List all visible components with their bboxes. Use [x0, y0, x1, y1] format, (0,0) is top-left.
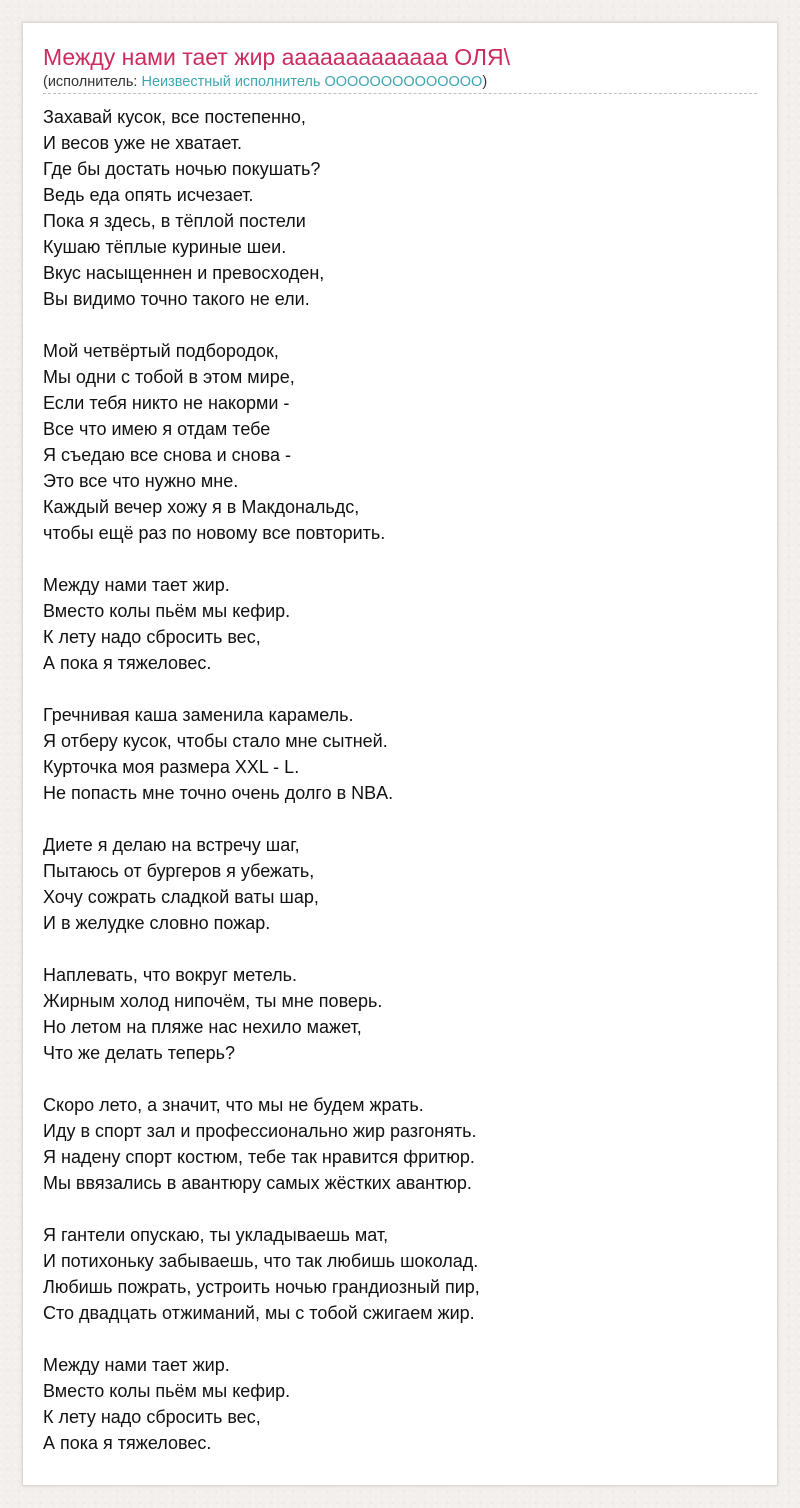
lyrics-line: Каждый вечер хожу я в Макдональдс, [43, 497, 360, 517]
lyrics-stanza [43, 1352, 480, 1456]
lyrics-line: Мы ввязались в авантюру самых жёстких авантюр. [43, 1173, 472, 1193]
lyrics-line: Вы видимо точно такого не ели. [43, 289, 310, 309]
lyrics-stanza [43, 338, 480, 546]
lyrics-line: Но летом на пляже нас нехило мажет, [43, 1017, 362, 1037]
lyrics-line: К лету надо сбросить вес, [43, 1407, 261, 1427]
lyrics-line: Курточка моя размера XXL - L. [43, 757, 300, 777]
lyrics-line: Наплевать, что вокруг метель. [43, 965, 298, 985]
lyrics-card [22, 22, 778, 1486]
lyrics-line: И потихоньку забываешь, что так любишь шоколад. [43, 1251, 479, 1271]
lyrics-line: Пытаюсь от бургеров я убежать, [43, 861, 315, 881]
lyrics-line: И весов уже не хватает. [43, 133, 242, 153]
lyrics-line: К лету надо сбросить вес, [43, 627, 261, 647]
lyrics-stanza [43, 104, 480, 312]
lyrics-line: Вместо колы пьём мы кефир. [43, 601, 291, 621]
lyrics-stanza [43, 832, 480, 936]
lyrics-line: Это все что нужно мне. [43, 471, 239, 491]
lyrics-line: Не попасть мне точно очень долго в NBA. [43, 783, 394, 803]
lyrics-line: Между нами тает жир. [43, 1355, 230, 1375]
lyrics-body [43, 104, 480, 1456]
lyrics-line: Мы одни с тобой в этом мире, [43, 367, 295, 387]
lyrics-line: Я надену спорт костюм, тебе так нравится фритюр. [43, 1147, 475, 1167]
lyrics-line: Я гантели опускаю, ты укладываешь мат, [43, 1225, 389, 1245]
artist-suffix: ) [482, 74, 488, 90]
lyrics-line: Между нами тает жир. [43, 575, 230, 595]
lyrics-line: А пока я тяжеловес. [43, 653, 212, 673]
lyrics-line: Захавай кусок, все постепенно, [43, 107, 306, 127]
lyrics-line: Я отберу кусок, чтобы стало мне сытней. [43, 731, 388, 751]
lyrics-stanza [43, 1222, 480, 1326]
lyrics-line: Вкус насыщеннен и превосходен, [43, 263, 325, 283]
lyrics-line: И в желудке словно пожар. [43, 913, 271, 933]
lyrics-line: Вместо колы пьём мы кефир. [43, 1381, 291, 1401]
lyrics-line: Иду в спорт зал и профессионально жир разгонять. [43, 1121, 477, 1141]
lyrics-stanza [43, 702, 480, 806]
artist-line [43, 73, 487, 91]
lyrics-line: Где бы достать ночью покушать? [43, 159, 321, 179]
lyrics-line: Пока я здесь, в тёплой постели [43, 211, 306, 231]
lyrics-line: Я съедаю все снова и снова - [43, 445, 291, 465]
lyrics-stanza [43, 1092, 480, 1196]
lyrics-line: Скоро лето, а значит, что мы не будем жрать. [43, 1095, 424, 1115]
lyrics-line: Сто двадцать отжиманий, мы с тобой сжигаем жир. [43, 1303, 475, 1323]
lyrics-line: чтобы ещё раз по новому все повторить. [43, 523, 386, 543]
artist-prefix: (исполнитель: [43, 74, 142, 90]
lyrics-line: Кушаю тёплые куриные шеи. [43, 237, 287, 257]
lyrics-line: Диете я делаю на встречу шаг, [43, 835, 300, 855]
lyrics-line: А пока я тяжеловес. [43, 1433, 212, 1453]
artist-link[interactable]: Неизвестный исполнитель ОООООООООООООО [141, 74, 483, 90]
lyrics-stanza [43, 572, 480, 676]
lyrics-line: Если тебя никто не накорми - [43, 393, 290, 413]
title-divider [43, 93, 757, 94]
lyrics-stanza [43, 962, 480, 1066]
lyrics-line: Жирным холод нипочём, ты мне поверь. [43, 991, 383, 1011]
lyrics-line: Что же делать теперь? [43, 1043, 235, 1063]
lyrics-line: Все что имею я отдам тебе [43, 419, 271, 439]
lyrics-line: Хочу сожрать сладкой ваты шар, [43, 887, 319, 907]
lyrics-line: Ведь еда опять исчезает. [43, 185, 254, 205]
lyrics-line: Мой четвёртый подбородок, [43, 341, 279, 361]
lyrics-line: Любишь пожрать, устроить ночью грандиозный пир, [43, 1277, 480, 1297]
lyrics-line: Гречнивая каша заменила карамель. [43, 705, 354, 725]
song-title: Между нами тает жир ааааааааааааа ОЛЯ\ [43, 44, 511, 70]
